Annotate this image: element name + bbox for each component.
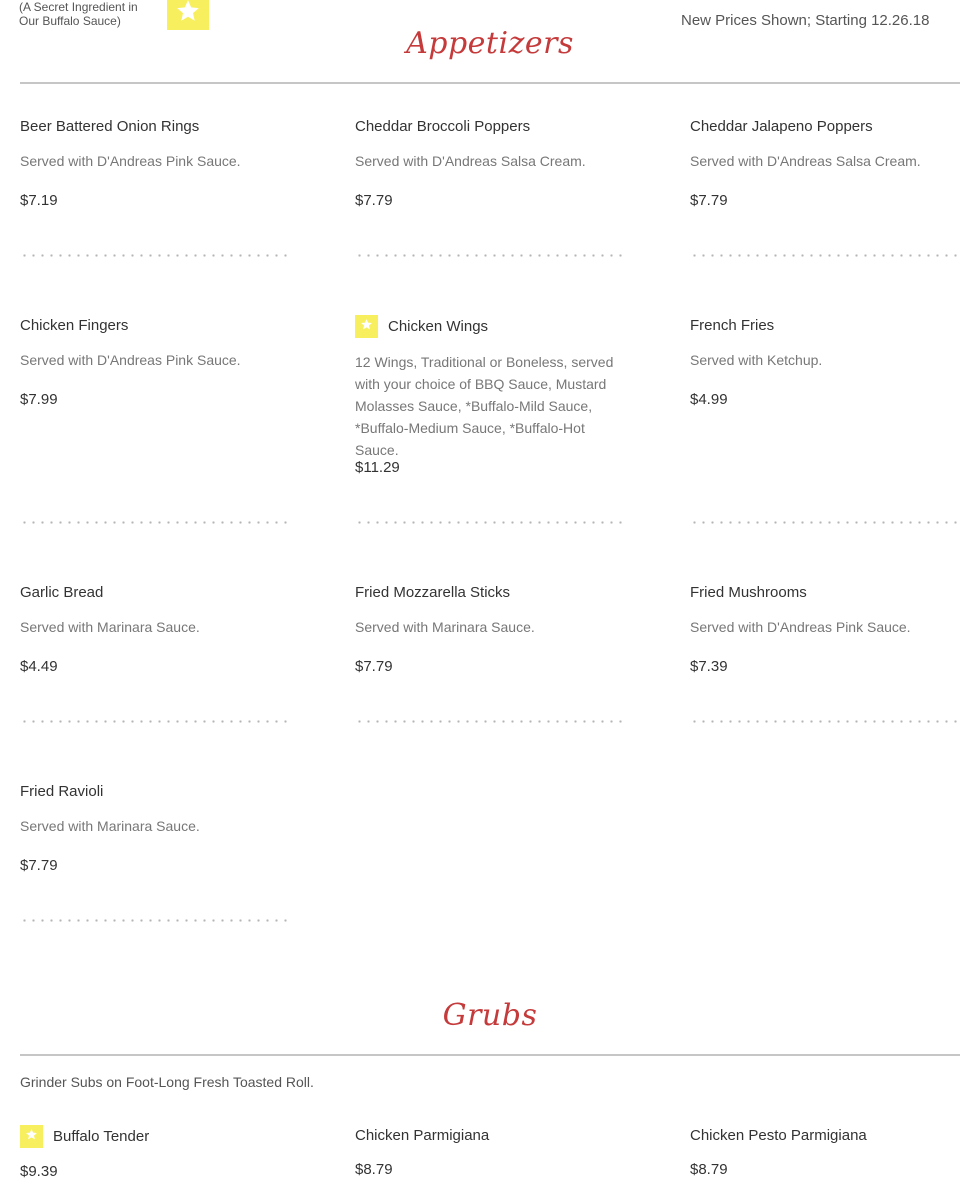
item-price: $7.99: [20, 391, 58, 408]
item-separator: [690, 720, 960, 723]
item-separator: [690, 521, 960, 524]
item-price: $4.49: [20, 658, 58, 675]
item-separator: [355, 720, 625, 723]
grubs-divider: [20, 1054, 960, 1056]
item-name: Garlic Bread: [20, 584, 104, 601]
grubs-note: Grinder Subs on Foot-Long Fresh Toasted Roll.: [20, 1074, 314, 1090]
item-separator: [20, 521, 290, 524]
item-price: $8.79: [690, 1161, 728, 1178]
star-badge: [20, 1125, 43, 1148]
item-separator: [20, 720, 290, 723]
item-name: Chicken Fingers: [20, 317, 129, 334]
item-description: Served with Marinara Sauce.: [20, 619, 200, 635]
star-icon: [25, 1128, 38, 1141]
item-name: Fried Ravioli: [20, 783, 104, 800]
item-name: Chicken Parmigiana: [355, 1127, 490, 1144]
item-price: $7.79: [355, 192, 393, 209]
item-name: Beer Battered Onion Rings: [20, 118, 200, 135]
item-name: Cheddar Broccoli Poppers: [355, 118, 531, 135]
new-prices-note: New Prices Shown; Starting 12.26.18: [681, 12, 930, 29]
grubs-title: Grubs: [442, 998, 538, 1033]
item-description: Served with D'Andreas Pink Sauce.: [20, 153, 241, 169]
star-badge: [355, 315, 378, 338]
item-name: Chicken Wings: [388, 318, 489, 335]
item-separator: [355, 521, 625, 524]
item-separator: [355, 254, 625, 257]
item-separator: [20, 254, 290, 257]
item-price: $7.19: [20, 192, 58, 209]
item-price: $7.79: [355, 658, 393, 675]
item-name: Cheddar Jalapeno Poppers: [690, 118, 873, 135]
item-separator: [690, 254, 960, 257]
item-description: Served with D'Andreas Pink Sauce.: [690, 619, 911, 635]
item-description: Served with Ketchup.: [690, 352, 823, 368]
item-separator: [20, 919, 290, 922]
appetizers-divider: [20, 82, 960, 84]
appetizers-title: Appetizers: [406, 26, 574, 61]
item-description: Served with Marinara Sauce.: [355, 619, 535, 635]
item-price: $7.39: [690, 658, 728, 675]
item-name: French Fries: [690, 317, 775, 334]
star-icon: [175, 0, 201, 24]
item-price: $8.79: [355, 1161, 393, 1178]
star-icon: [360, 318, 373, 331]
item-name: Buffalo Tender: [53, 1128, 150, 1145]
item-price: $4.99: [690, 391, 728, 408]
item-description: Served with D'Andreas Pink Sauce.: [20, 352, 241, 368]
item-price: $11.29: [355, 459, 400, 476]
item-name: Fried Mozzarella Sticks: [355, 584, 511, 601]
item-price: $9.39: [20, 1163, 58, 1180]
item-description: Served with Marinara Sauce.: [20, 818, 200, 834]
buffalo-sauce-legend-note: (A Secret Ingredient in Our Buffalo Sauce): [19, 0, 138, 28]
item-description: 12 Wings, Traditional or Boneless, served with your choice of BBQ Sauce, Mustard Molasses Sauce, *Buffalo-Mild Sauce, *Buffalo-Medium Sauce, *Buffalo-Hot Sauce.: [355, 354, 614, 458]
item-price: $7.79: [20, 857, 58, 874]
item-description: Served with D'Andreas Salsa Cream.: [690, 153, 921, 169]
item-name: Chicken Pesto Parmigiana: [690, 1127, 867, 1144]
item-name: Fried Mushrooms: [690, 584, 807, 601]
item-price: $7.79: [690, 192, 728, 209]
item-description: Served with D'Andreas Salsa Cream.: [355, 153, 586, 169]
